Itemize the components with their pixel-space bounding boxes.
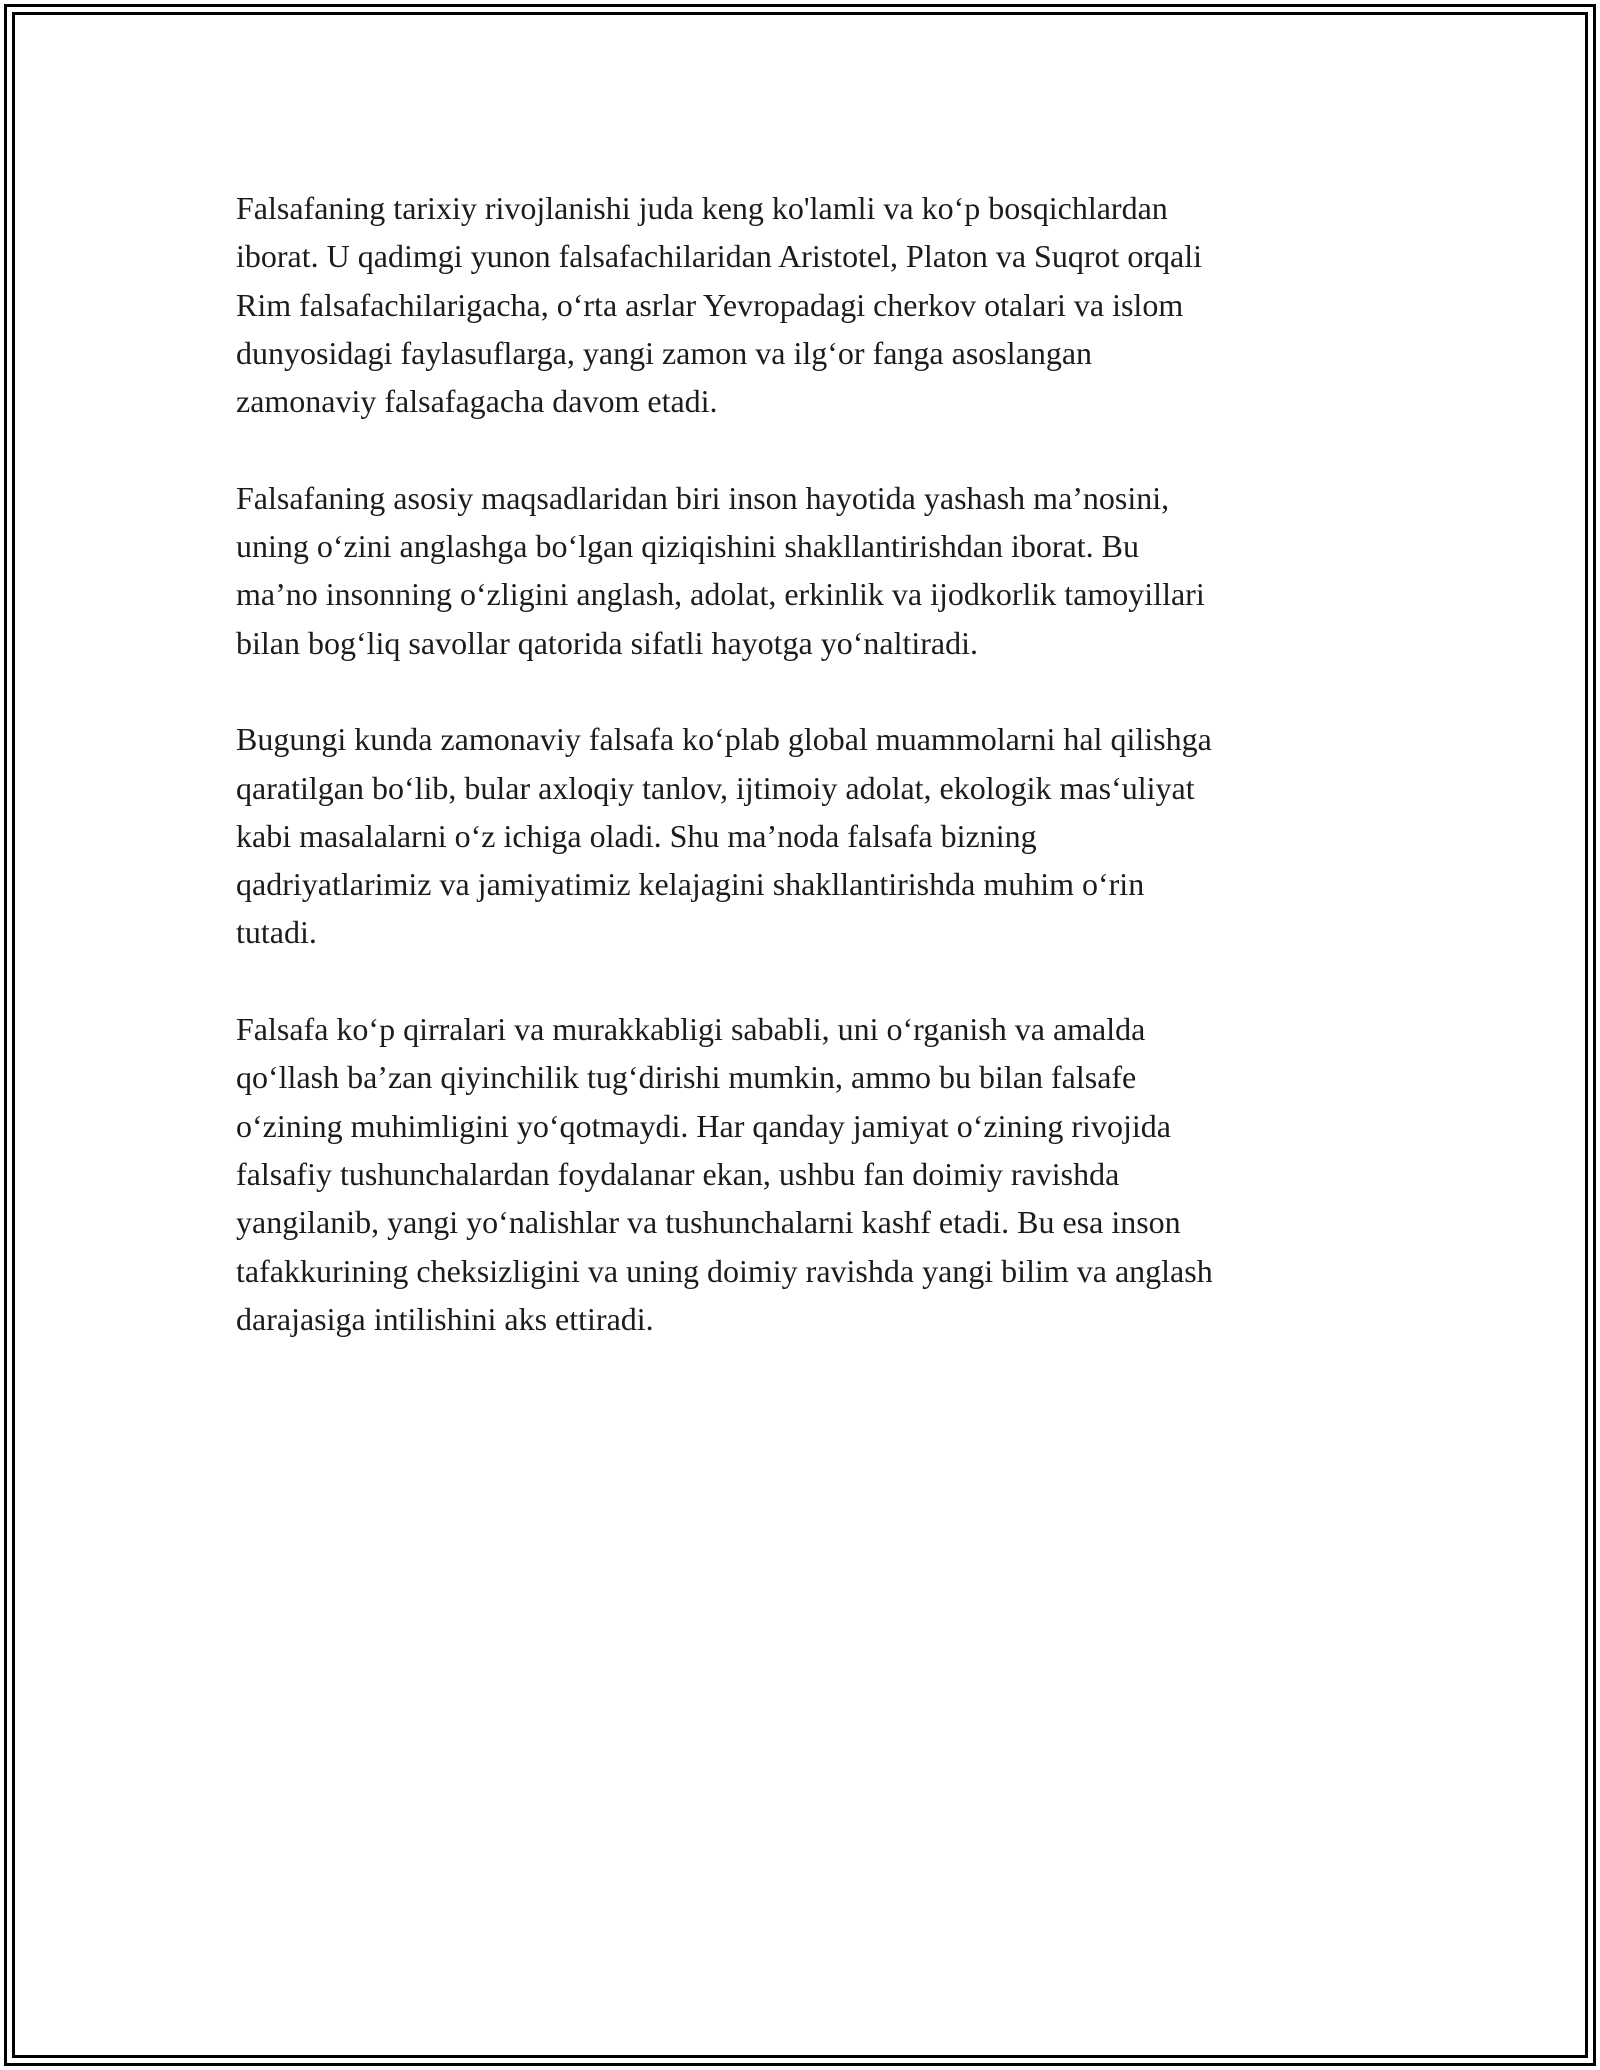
text-line: tutadi. bbox=[236, 914, 317, 951]
text-line: qo‘llash ba’zan qiyinchilik tug‘dirishi mumkin, ammo bu bilan falsafe bbox=[236, 1059, 1137, 1096]
text-line: kabi masalalarni o‘z ichiga oladi. Shu ma’noda falsafa bizning bbox=[236, 817, 1037, 854]
text-line: uning o‘zini anglashga bo‘lgan qiziqishini shakllantirishdan iborat. Bu bbox=[236, 528, 1139, 565]
text-line: qaratilgan bo‘lib, bular axloqiy tanlov, ijtimoiy adolat, ekologik mas‘uliyat bbox=[236, 769, 1195, 806]
text-line: qadriyatlarimiz va jamiyatimiz kelajagini shakllantirishda muhim o‘rin bbox=[236, 866, 1145, 903]
text-line: bilan bog‘liq savollar qatorida sifatli hayotga yo‘naltiradi. bbox=[236, 624, 979, 661]
text-line: o‘zining muhimligini yo‘qotmaydi. Har qanday jamiyat o‘zining rivojida bbox=[236, 1107, 1171, 1144]
text-line: iborat. U qadimgi yunon falsafachilaridan Aristotel, Platon va Suqrot orqali bbox=[236, 238, 1203, 275]
text-line: tafakkurining cheksizligini va uning doimiy ravishda yangi bilim va anglash bbox=[236, 1252, 1213, 1289]
text-line: Rim falsafachilarigacha, o‘rta asrlar Yevropadagi cherkov otalari va islom bbox=[236, 286, 1184, 323]
text-line: ma’no insonning o‘zligini anglash, adolat, erkinlik va ijodkorlik tamoyillari bbox=[236, 576, 1205, 613]
text-line: Falsafa ko‘p qirralari va murakkabligi sababli, uni o‘rganish va amalda bbox=[236, 1011, 1146, 1048]
text-line: falsafiy tushunchalardan foydalanar ekan, ushbu fan doimiy ravishda bbox=[236, 1155, 1120, 1192]
paragraph-purpose bbox=[236, 474, 1366, 667]
paragraph-history bbox=[236, 184, 1366, 425]
text-line: Falsafaning tarixiy rivojlanishi juda keng ko'lamli va ko‘p bosqichlardan bbox=[236, 190, 1168, 226]
text-line: dunyosidagi faylasuflarga, yangi zamon va ilg‘or fanga asoslangan bbox=[236, 334, 1093, 371]
paragraph-complexity bbox=[236, 1005, 1366, 1343]
document-body bbox=[236, 184, 1366, 1391]
paragraph-modern bbox=[236, 715, 1366, 956]
text-line: zamonaviy falsafagacha davom etadi. bbox=[236, 383, 718, 420]
text-line: darajasiga intilishini aks ettiradi. bbox=[236, 1300, 654, 1337]
text-line: Falsafaning asosiy maqsadlaridan biri inson hayotida yashash ma’nosini, bbox=[236, 479, 1170, 516]
text-line: yangilanib, yangi yo‘nalishlar va tushunchalarni kashf etadi. Bu esa inson bbox=[236, 1204, 1181, 1241]
text-line: Bugungi kunda zamonaviy falsafa ko‘plab global muammolarni hal qilishga bbox=[236, 721, 1212, 758]
